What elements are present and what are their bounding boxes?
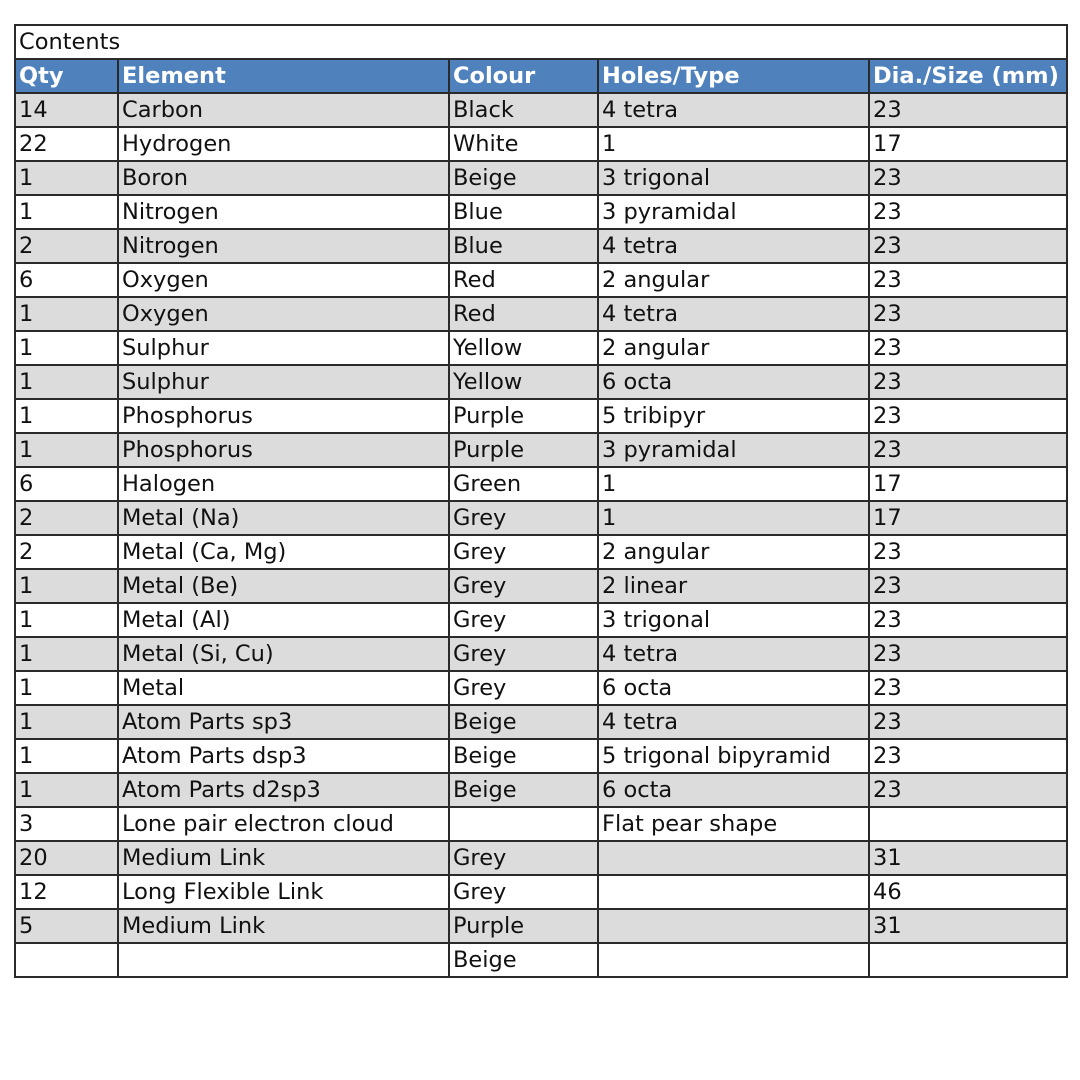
holes-type-cell: 3 pyramidal <box>598 433 869 467</box>
table-row <box>15 467 1067 501</box>
holes-type-cell: Flat pear shape <box>598 807 869 841</box>
colour-cell: Beige <box>449 161 598 195</box>
holes-type-cell: 4 tetra <box>598 705 869 739</box>
element-cell: Atom Parts dsp3 <box>118 739 449 773</box>
qty-cell: 1 <box>15 671 118 705</box>
qty-cell: 1 <box>15 365 118 399</box>
size-cell: 23 <box>869 671 1067 705</box>
size-cell: 23 <box>869 603 1067 637</box>
qty-cell: 1 <box>15 195 118 229</box>
column-header-element: Element <box>118 59 449 93</box>
holes-type-cell: 6 octa <box>598 671 869 705</box>
table-row <box>15 433 1067 467</box>
element-cell: Lone pair electron cloud <box>118 807 449 841</box>
holes-type-cell: 3 pyramidal <box>598 195 869 229</box>
size-cell: 46 <box>869 875 1067 909</box>
column-header-holes-type: Holes/Type <box>598 59 869 93</box>
colour-cell: Green <box>449 467 598 501</box>
size-cell: 31 <box>869 909 1067 943</box>
holes-type-cell: 4 tetra <box>598 297 869 331</box>
qty-cell: 1 <box>15 161 118 195</box>
table-row <box>15 263 1067 297</box>
size-cell: 17 <box>869 127 1067 161</box>
element-cell: Long Flexible Link <box>118 875 449 909</box>
table-row <box>15 773 1067 807</box>
element-cell: Metal (Al) <box>118 603 449 637</box>
qty-cell: 1 <box>15 773 118 807</box>
size-cell <box>869 943 1067 977</box>
size-cell: 23 <box>869 195 1067 229</box>
size-cell: 23 <box>869 399 1067 433</box>
qty-cell: 2 <box>15 535 118 569</box>
table-row <box>15 943 1067 977</box>
element-cell: Metal <box>118 671 449 705</box>
size-cell: 23 <box>869 365 1067 399</box>
table-row <box>15 399 1067 433</box>
table-row <box>15 705 1067 739</box>
colour-cell: Grey <box>449 637 598 671</box>
size-cell: 31 <box>869 841 1067 875</box>
element-cell: Nitrogen <box>118 229 449 263</box>
element-cell: Hydrogen <box>118 127 449 161</box>
element-cell: Oxygen <box>118 297 449 331</box>
column-header-qty: Qty <box>15 59 118 93</box>
colour-cell: Purple <box>449 433 598 467</box>
element-cell: Atom Parts sp3 <box>118 705 449 739</box>
holes-type-cell: 2 angular <box>598 535 869 569</box>
holes-type-cell: 1 <box>598 467 869 501</box>
qty-cell: 5 <box>15 909 118 943</box>
element-cell: Sulphur <box>118 331 449 365</box>
qty-cell: 1 <box>15 705 118 739</box>
size-cell: 23 <box>869 637 1067 671</box>
element-cell: Metal (Ca, Mg) <box>118 535 449 569</box>
colour-cell: Grey <box>449 671 598 705</box>
table-row <box>15 671 1067 705</box>
table-row <box>15 569 1067 603</box>
column-header-colour: Colour <box>449 59 598 93</box>
element-cell: Phosphorus <box>118 399 449 433</box>
qty-cell: 1 <box>15 569 118 603</box>
element-cell: Medium Link <box>118 909 449 943</box>
colour-cell: Beige <box>449 705 598 739</box>
colour-cell: White <box>449 127 598 161</box>
table-row <box>15 195 1067 229</box>
colour-cell: Beige <box>449 943 598 977</box>
qty-cell: 14 <box>15 93 118 127</box>
size-cell: 23 <box>869 161 1067 195</box>
colour-cell: Blue <box>449 195 598 229</box>
qty-cell: 20 <box>15 841 118 875</box>
element-cell: Metal (Si, Cu) <box>118 637 449 671</box>
column-header-size: Dia./Size (mm) <box>869 59 1067 93</box>
holes-type-cell: 5 trigonal bipyramid <box>598 739 869 773</box>
element-cell: Halogen <box>118 467 449 501</box>
table-title: Contents <box>15 25 1067 59</box>
colour-cell: Red <box>449 297 598 331</box>
holes-type-cell: 2 linear <box>598 569 869 603</box>
table-row <box>15 297 1067 331</box>
qty-cell: 1 <box>15 603 118 637</box>
table-row <box>15 637 1067 671</box>
qty-cell: 1 <box>15 637 118 671</box>
element-cell: Metal (Be) <box>118 569 449 603</box>
size-cell: 23 <box>869 297 1067 331</box>
qty-cell: 1 <box>15 433 118 467</box>
size-cell: 17 <box>869 467 1067 501</box>
element-cell: Oxygen <box>118 263 449 297</box>
holes-type-cell: 6 octa <box>598 365 869 399</box>
holes-type-cell: 1 <box>598 127 869 161</box>
table-header-row <box>15 59 1067 93</box>
size-cell: 23 <box>869 535 1067 569</box>
qty-cell: 12 <box>15 875 118 909</box>
colour-cell: Blue <box>449 229 598 263</box>
holes-type-cell: 4 tetra <box>598 637 869 671</box>
size-cell: 23 <box>869 433 1067 467</box>
contents-table <box>14 24 1068 978</box>
element-cell <box>118 943 449 977</box>
table-row <box>15 909 1067 943</box>
holes-type-cell: 5 tribipyr <box>598 399 869 433</box>
table-body <box>15 93 1067 977</box>
qty-cell: 1 <box>15 739 118 773</box>
colour-cell: Beige <box>449 773 598 807</box>
colour-cell: Purple <box>449 399 598 433</box>
holes-type-cell: 1 <box>598 501 869 535</box>
holes-type-cell: 6 octa <box>598 773 869 807</box>
element-cell: Medium Link <box>118 841 449 875</box>
qty-cell: 1 <box>15 297 118 331</box>
colour-cell: Purple <box>449 909 598 943</box>
qty-cell: 1 <box>15 399 118 433</box>
holes-type-cell <box>598 909 869 943</box>
size-cell <box>869 807 1067 841</box>
qty-cell: 2 <box>15 501 118 535</box>
colour-cell: Black <box>449 93 598 127</box>
holes-type-cell: 4 tetra <box>598 93 869 127</box>
colour-cell: Red <box>449 263 598 297</box>
table-row <box>15 331 1067 365</box>
qty-cell: 6 <box>15 263 118 297</box>
table-row <box>15 229 1067 263</box>
size-cell: 23 <box>869 705 1067 739</box>
size-cell: 23 <box>869 263 1067 297</box>
size-cell: 17 <box>869 501 1067 535</box>
qty-cell: 3 <box>15 807 118 841</box>
colour-cell <box>449 807 598 841</box>
element-cell: Atom Parts d2sp3 <box>118 773 449 807</box>
contents-table-container <box>14 24 1066 978</box>
table-row <box>15 841 1067 875</box>
table-row <box>15 161 1067 195</box>
table-row <box>15 603 1067 637</box>
colour-cell: Grey <box>449 841 598 875</box>
holes-type-cell: 2 angular <box>598 331 869 365</box>
holes-type-cell: 2 angular <box>598 263 869 297</box>
colour-cell: Grey <box>449 875 598 909</box>
table-row <box>15 127 1067 161</box>
holes-type-cell <box>598 841 869 875</box>
qty-cell: 6 <box>15 467 118 501</box>
table-row <box>15 875 1067 909</box>
table-row <box>15 501 1067 535</box>
element-cell: Sulphur <box>118 365 449 399</box>
colour-cell: Yellow <box>449 365 598 399</box>
table-row <box>15 535 1067 569</box>
size-cell: 23 <box>869 569 1067 603</box>
qty-cell <box>15 943 118 977</box>
qty-cell: 1 <box>15 331 118 365</box>
size-cell: 23 <box>869 739 1067 773</box>
qty-cell: 2 <box>15 229 118 263</box>
table-row <box>15 739 1067 773</box>
colour-cell: Grey <box>449 501 598 535</box>
size-cell: 23 <box>869 331 1067 365</box>
element-cell: Metal (Na) <box>118 501 449 535</box>
holes-type-cell <box>598 943 869 977</box>
colour-cell: Grey <box>449 569 598 603</box>
element-cell: Nitrogen <box>118 195 449 229</box>
holes-type-cell: 4 tetra <box>598 229 869 263</box>
size-cell: 23 <box>869 773 1067 807</box>
size-cell: 23 <box>869 93 1067 127</box>
element-cell: Phosphorus <box>118 433 449 467</box>
table-row <box>15 365 1067 399</box>
colour-cell: Grey <box>449 603 598 637</box>
holes-type-cell: 3 trigonal <box>598 603 869 637</box>
table-row <box>15 807 1067 841</box>
colour-cell: Yellow <box>449 331 598 365</box>
qty-cell: 22 <box>15 127 118 161</box>
colour-cell: Beige <box>449 739 598 773</box>
size-cell: 23 <box>869 229 1067 263</box>
table-row <box>15 93 1067 127</box>
element-cell: Carbon <box>118 93 449 127</box>
holes-type-cell: 3 trigonal <box>598 161 869 195</box>
holes-type-cell <box>598 875 869 909</box>
element-cell: Boron <box>118 161 449 195</box>
colour-cell: Grey <box>449 535 598 569</box>
